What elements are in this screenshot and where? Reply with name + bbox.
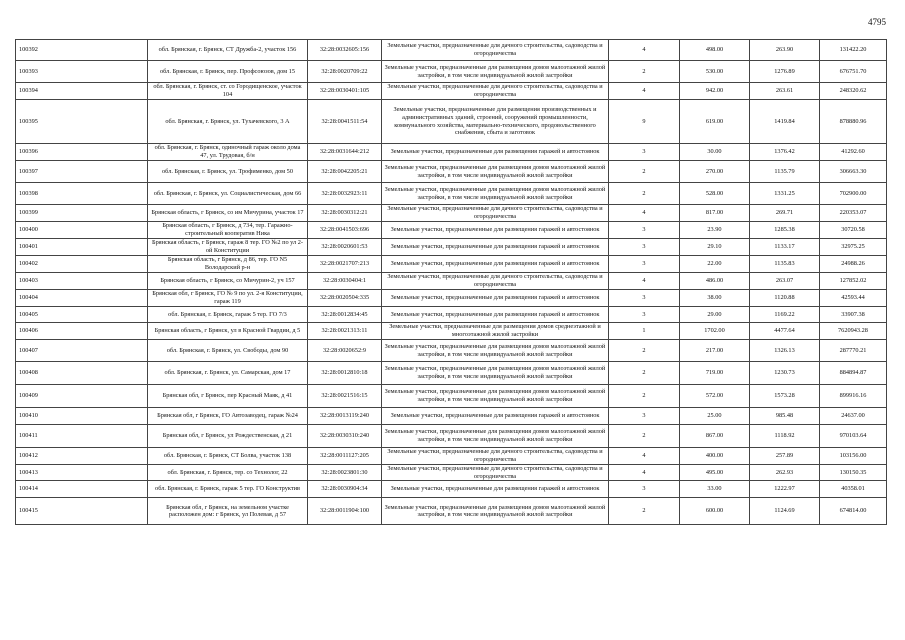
cadastral-value-cell: 287770.21 — [820, 340, 887, 362]
specific-value-cell: 985.48 — [750, 408, 820, 425]
cadastral-value-cell: 103156.00 — [820, 448, 887, 465]
area-cell: 270.00 — [680, 161, 750, 183]
area-cell: 528.00 — [680, 183, 750, 205]
cadastral-value-cell: 970103.64 — [820, 425, 887, 448]
id-cell: 100407 — [16, 340, 148, 362]
land-category-cell: Земельные участки, предназначенные для дачного строительства, садоводства и огородничества — [382, 465, 609, 481]
table-row — [16, 83, 887, 100]
cadastral-number-cell: 32:28:0030401:105 — [308, 83, 382, 100]
area-cell: 498.00 — [680, 40, 750, 61]
cadastral-value-cell: 41292.60 — [820, 144, 887, 161]
area-cell: 400.00 — [680, 448, 750, 465]
address-cell: обл. Брянская, г. Брянск, ул. Свободы, дом 90 — [148, 340, 308, 362]
address-cell: обл. Брянская, г. Брянск, ул. Тухачевского, 3 А — [148, 100, 308, 144]
cadastral-number-cell: 32:28:0012834:45 — [308, 307, 382, 323]
cadastral-number-cell: 32:28:0032605:156 — [308, 40, 382, 61]
cadastral-value-cell: 30720.58 — [820, 222, 887, 239]
cadastral-value-cell: 884894.87 — [820, 362, 887, 385]
address-cell: Брянская область, г Брянск, д 86, тер. ГО N5 Володарский р-н — [148, 256, 308, 273]
area-cell: 38.00 — [680, 290, 750, 307]
land-category-cell: Земельные участки, предназначенные для дачного строительства, садоводства и огородничества — [382, 273, 609, 290]
cadastral-number-cell: 32:28:0023801:30 — [308, 465, 382, 481]
land-category-cell: Земельные участки, предназначенные для размещения гаражей и автостоянок — [382, 222, 609, 239]
table-row — [16, 100, 887, 144]
specific-value-cell: 1135.83 — [750, 256, 820, 273]
area-cell: 942.00 — [680, 83, 750, 100]
id-cell: 100408 — [16, 362, 148, 385]
specific-value-cell: 1135.79 — [750, 161, 820, 183]
area-cell: 619.00 — [680, 100, 750, 144]
area-cell: 23.90 — [680, 222, 750, 239]
land-category-cell: Земельные участки, предназначенные для дачного строительства, садоводства и огородничества — [382, 205, 609, 222]
area-cell: 25.00 — [680, 408, 750, 425]
table-row — [16, 61, 887, 83]
area-cell: 486.00 — [680, 273, 750, 290]
specific-value-cell: 1326.13 — [750, 340, 820, 362]
table-row — [16, 307, 887, 323]
id-cell: 100409 — [16, 385, 148, 408]
cadastral-number-cell: 32:28:0041503:696 — [308, 222, 382, 239]
cadastral-value-cell: 32975.25 — [820, 239, 887, 256]
cadastral-value-table — [15, 39, 887, 525]
cadastral-value-cell: 676751.70 — [820, 61, 887, 83]
id-cell: 100396 — [16, 144, 148, 161]
group-cell: 4 — [609, 273, 680, 290]
group-cell: 3 — [609, 290, 680, 307]
id-cell: 100411 — [16, 425, 148, 448]
land-category-cell: Земельные участки, предназначенные для размещения домов малоэтажной жилой застройки, в том числе индивидуальной жилой застройки — [382, 498, 609, 525]
group-cell: 3 — [609, 307, 680, 323]
group-cell: 4 — [609, 448, 680, 465]
table-row — [16, 256, 887, 273]
id-cell: 100394 — [16, 83, 148, 100]
cadastral-number-cell: 32:28:0041511:54 — [308, 100, 382, 144]
land-category-cell: Земельные участки, предназначенные для дачного строительства, садоводства и огородничества — [382, 83, 609, 100]
id-cell: 100405 — [16, 307, 148, 323]
cadastral-value-cell: 130150.35 — [820, 465, 887, 481]
land-category-cell: Земельные участки, предназначенные для размещения гаражей и автостоянок — [382, 290, 609, 307]
area-cell: 495.00 — [680, 465, 750, 481]
group-cell: 2 — [609, 362, 680, 385]
land-category-cell: Земельные участки, предназначенные для размещения домов малоэтажной жилой застройки, в том числе индивидуальной жилой застройки — [382, 425, 609, 448]
table-row — [16, 144, 887, 161]
id-cell: 100393 — [16, 61, 148, 83]
cadastral-number-cell: 32:28:0021516:15 — [308, 385, 382, 408]
cadastral-value-cell: 131422.20 — [820, 40, 887, 61]
land-category-cell: Земельные участки, предназначенные для размещения домов среднеэтажной и многоэтажной жилой застройки — [382, 323, 609, 340]
cadastral-number-cell: 32:28:0020504:335 — [308, 290, 382, 307]
address-cell: обл. Брянская, г. Брянск, СТ Дружба-2, участок 156 — [148, 40, 308, 61]
group-cell: 9 — [609, 100, 680, 144]
id-cell: 100413 — [16, 465, 148, 481]
specific-value-cell: 1285.38 — [750, 222, 820, 239]
address-cell: Брянская область, г Брянск, со Мичурин-2, уч 157 — [148, 273, 308, 290]
group-cell: 2 — [609, 385, 680, 408]
id-cell: 100400 — [16, 222, 148, 239]
specific-value-cell: 1331.25 — [750, 183, 820, 205]
table-row — [16, 205, 887, 222]
cadastral-number-cell: 32:28:0030312:21 — [308, 205, 382, 222]
id-cell: 100403 — [16, 273, 148, 290]
cadastral-number-cell: 32:28:0013119:240 — [308, 408, 382, 425]
specific-value-cell: 1124.69 — [750, 498, 820, 525]
cadastral-value-cell: 40358.01 — [820, 481, 887, 498]
table-row — [16, 239, 887, 256]
land-category-cell: Земельные участки, предназначенные для размещения домов малоэтажной жилой застройки, в том числе индивидуальной жилой застройки — [382, 362, 609, 385]
group-cell: 3 — [609, 239, 680, 256]
area-cell: 1702.00 — [680, 323, 750, 340]
cadastral-number-cell: 32:28:0012810:18 — [308, 362, 382, 385]
group-cell: 4 — [609, 465, 680, 481]
specific-value-cell: 257.89 — [750, 448, 820, 465]
id-cell: 100410 — [16, 408, 148, 425]
group-cell: 3 — [609, 408, 680, 425]
table-row — [16, 481, 887, 498]
address-cell: Брянская обл, г Брянск, на земельном участке расположен дом: г Брянск, ул Полевая, д 57 — [148, 498, 308, 525]
table-row — [16, 408, 887, 425]
cadastral-value-cell: 33907.38 — [820, 307, 887, 323]
id-cell: 100399 — [16, 205, 148, 222]
specific-value-cell: 1376.42 — [750, 144, 820, 161]
address-cell: обл. Брянская, г. Брянск, гараж 5 тер. ГО Конструктив — [148, 481, 308, 498]
group-cell: 3 — [609, 222, 680, 239]
cadastral-value-cell: 220353.07 — [820, 205, 887, 222]
id-cell: 100398 — [16, 183, 148, 205]
address-cell: обл. Брянская, г. Брянск, ул. Самарская, дом 17 — [148, 362, 308, 385]
address-cell: обл. Брянская, г. Брянск, СТ Болва, участок 138 — [148, 448, 308, 465]
area-cell: 572.00 — [680, 385, 750, 408]
area-cell: 29.10 — [680, 239, 750, 256]
cadastral-number-cell: 32:28:0031644:212 — [308, 144, 382, 161]
area-cell: 33.00 — [680, 481, 750, 498]
id-cell: 100395 — [16, 100, 148, 144]
table-row — [16, 183, 887, 205]
table-row — [16, 448, 887, 465]
specific-value-cell: 263.90 — [750, 40, 820, 61]
cadastral-number-cell: 32:28:0021313:11 — [308, 323, 382, 340]
group-cell: 3 — [609, 481, 680, 498]
area-cell: 217.00 — [680, 340, 750, 362]
land-category-cell: Земельные участки, предназначенные для размещения производственных и административных зданий, строений, сооружений промышленности, коммунального хозяйства, материально-технического, продовольственного снабжения, сбыта и заготовок — [382, 100, 609, 144]
id-cell: 100412 — [16, 448, 148, 465]
id-cell: 100415 — [16, 498, 148, 525]
land-category-cell: Земельные участки, предназначенные для дачного строительства, садоводства и огородничества — [382, 40, 609, 61]
address-cell: Брянская область, г Брянск, ул в Красной Гвардии, д 5 — [148, 323, 308, 340]
table-row — [16, 161, 887, 183]
specific-value-cell: 1419.84 — [750, 100, 820, 144]
specific-value-cell: 1120.88 — [750, 290, 820, 307]
land-category-cell: Земельные участки, предназначенные для размещения гаражей и автостоянок — [382, 256, 609, 273]
address-cell: обл. Брянская, г. Брянск, ул. Трофименко, дом 50 — [148, 161, 308, 183]
address-cell: Брянская область, г Брянск, со им Мичурина, участок 17 — [148, 205, 308, 222]
cadastral-number-cell: 32:28:0030904:34 — [308, 481, 382, 498]
group-cell: 2 — [609, 425, 680, 448]
cadastral-value-cell: 674814.00 — [820, 498, 887, 525]
cadastral-value-cell: 306663.30 — [820, 161, 887, 183]
address-cell: Брянская обл, г Брянск, ГО Автозаводец, гараж №24 — [148, 408, 308, 425]
specific-value-cell: 262.93 — [750, 465, 820, 481]
cadastral-number-cell: 32:28:0032923:11 — [308, 183, 382, 205]
group-cell: 2 — [609, 340, 680, 362]
land-category-cell: Земельные участки, предназначенные для размещения гаражей и автостоянок — [382, 239, 609, 256]
specific-value-cell: 1222.97 — [750, 481, 820, 498]
address-cell: обл. Брянская, г. Брянск, гараж 5 тер. ГО 7/3 — [148, 307, 308, 323]
table-row — [16, 425, 887, 448]
cadastral-value-cell: 127852.02 — [820, 273, 887, 290]
address-cell: Брянская обл, г Брянск, ул Рождественская, д 21 — [148, 425, 308, 448]
group-cell: 4 — [609, 40, 680, 61]
cadastral-value-cell: 878880.96 — [820, 100, 887, 144]
land-category-cell: Земельные участки, предназначенные для размещения гаражей и автостоянок — [382, 481, 609, 498]
land-category-cell: Земельные участки, предназначенные для размещения домов малоэтажной жилой застройки, в том числе индивидуальной жилой застройки — [382, 340, 609, 362]
land-category-cell: Земельные участки, предназначенные для размещения гаражей и автостоянок — [382, 408, 609, 425]
cadastral-number-cell: 32:28:0011904:100 — [308, 498, 382, 525]
group-cell: 2 — [609, 498, 680, 525]
id-cell: 100406 — [16, 323, 148, 340]
address-cell: обл. Брянская, г. Брянск, тер. со Технолог, 22 — [148, 465, 308, 481]
specific-value-cell: 263.61 — [750, 83, 820, 100]
table-row — [16, 385, 887, 408]
table-row — [16, 465, 887, 481]
address-cell: обл. Брянская, г. Брянск, ст. со Городищенское, участок 104 — [148, 83, 308, 100]
cadastral-value-cell: 24637.00 — [820, 408, 887, 425]
table-row — [16, 222, 887, 239]
address-cell: Брянская область, г Брянск, гараж 8 тер. ГО №2 по ул 2-ой Конституции — [148, 239, 308, 256]
address-cell: Брянская обл, г Брянск, ГО № 9 по ул. 2-я Конституции, гараж 119 — [148, 290, 308, 307]
cadastral-number-cell: 32:28:0020601:53 — [308, 239, 382, 256]
group-cell: 4 — [609, 83, 680, 100]
id-cell: 100402 — [16, 256, 148, 273]
group-cell: 1 — [609, 323, 680, 340]
land-category-cell: Земельные участки, предназначенные для размещения гаражей и автостоянок — [382, 307, 609, 323]
id-cell: 100392 — [16, 40, 148, 61]
area-cell: 817.00 — [680, 205, 750, 222]
area-cell: 600.00 — [680, 498, 750, 525]
group-cell: 2 — [609, 61, 680, 83]
table-row — [16, 323, 887, 340]
cadastral-value-cell: 42593.44 — [820, 290, 887, 307]
address-cell: обл. Брянская, г. Брянск, пер. Профсоюзов, дом 15 — [148, 61, 308, 83]
table-row — [16, 290, 887, 307]
address-cell: обл. Брянская, г. Брянск, ул. Социалистическая, дом 66 — [148, 183, 308, 205]
land-category-cell: Земельные участки, предназначенные для размещения домов малоэтажной жилой застройки, в том числе индивидуальной жилой застройки — [382, 61, 609, 83]
area-cell: 867.00 — [680, 425, 750, 448]
group-cell: 2 — [609, 161, 680, 183]
land-category-cell: Земельные участки, предназначенные для размещения домов малоэтажной жилой застройки, в том числе индивидуальной жилой застройки — [382, 385, 609, 408]
specific-value-cell: 1133.17 — [750, 239, 820, 256]
cadastral-number-cell: 32:28:0020709:22 — [308, 61, 382, 83]
area-cell: 719.00 — [680, 362, 750, 385]
cadastral-value-cell: 248320.62 — [820, 83, 887, 100]
id-cell: 100401 — [16, 239, 148, 256]
id-cell: 100397 — [16, 161, 148, 183]
area-cell: 530.00 — [680, 61, 750, 83]
table-row — [16, 340, 887, 362]
specific-value-cell: 1230.73 — [750, 362, 820, 385]
cadastral-value-cell: 702900.00 — [820, 183, 887, 205]
cadastral-value-cell: 24988.26 — [820, 256, 887, 273]
cadastral-number-cell: 32:28:0011127:205 — [308, 448, 382, 465]
land-category-cell: Земельные участки, предназначенные для размещения домов малоэтажной жилой застройки, в том числе индивидуальной жилой застройки — [382, 161, 609, 183]
table-row — [16, 498, 887, 525]
cadastral-value-cell: 7620943.28 — [820, 323, 887, 340]
group-cell: 3 — [609, 256, 680, 273]
id-cell: 100414 — [16, 481, 148, 498]
cadastral-value-cell: 899916.16 — [820, 385, 887, 408]
land-category-cell: Земельные участки, предназначенные для размещения гаражей и автостоянок — [382, 144, 609, 161]
page-number: 4795 — [868, 17, 886, 27]
specific-value-cell: 269.71 — [750, 205, 820, 222]
area-cell: 29.00 — [680, 307, 750, 323]
specific-value-cell: 1573.28 — [750, 385, 820, 408]
cadastral-number-cell: 32:28:0021707:213 — [308, 256, 382, 273]
cadastral-number-cell: 32:28:0030404:1 — [308, 273, 382, 290]
table-row — [16, 273, 887, 290]
specific-value-cell: 263.07 — [750, 273, 820, 290]
specific-value-cell: 1276.89 — [750, 61, 820, 83]
specific-value-cell: 4477.64 — [750, 323, 820, 340]
address-cell: обл. Брянская, г. Брянск, одиночный гараж около дома 47, ул. Трудовая, б/н — [148, 144, 308, 161]
cadastral-number-cell: 32:28:0020652:9 — [308, 340, 382, 362]
area-cell: 22.00 — [680, 256, 750, 273]
land-category-cell: Земельные участки, предназначенные для дачного строительства, садоводства и огородничества — [382, 448, 609, 465]
table-row — [16, 40, 887, 61]
cadastral-number-cell: 32:28:0042205:21 — [308, 161, 382, 183]
table-row — [16, 362, 887, 385]
specific-value-cell: 1118.92 — [750, 425, 820, 448]
address-cell: Брянская обл, г Брянск, пер Красный Маяк, д 41 — [148, 385, 308, 408]
group-cell: 2 — [609, 183, 680, 205]
cadastral-number-cell: 32:28:0030310:240 — [308, 425, 382, 448]
land-category-cell: Земельные участки, предназначенные для размещения домов малоэтажной жилой застройки, в том числе индивидуальной жилой застройки — [382, 183, 609, 205]
address-cell: Брянская область, г Брянск, д 734, тер. Гаражно-строительный кооператив Ника — [148, 222, 308, 239]
id-cell: 100404 — [16, 290, 148, 307]
group-cell: 4 — [609, 205, 680, 222]
specific-value-cell: 1169.22 — [750, 307, 820, 323]
area-cell: 30.00 — [680, 144, 750, 161]
group-cell: 3 — [609, 144, 680, 161]
